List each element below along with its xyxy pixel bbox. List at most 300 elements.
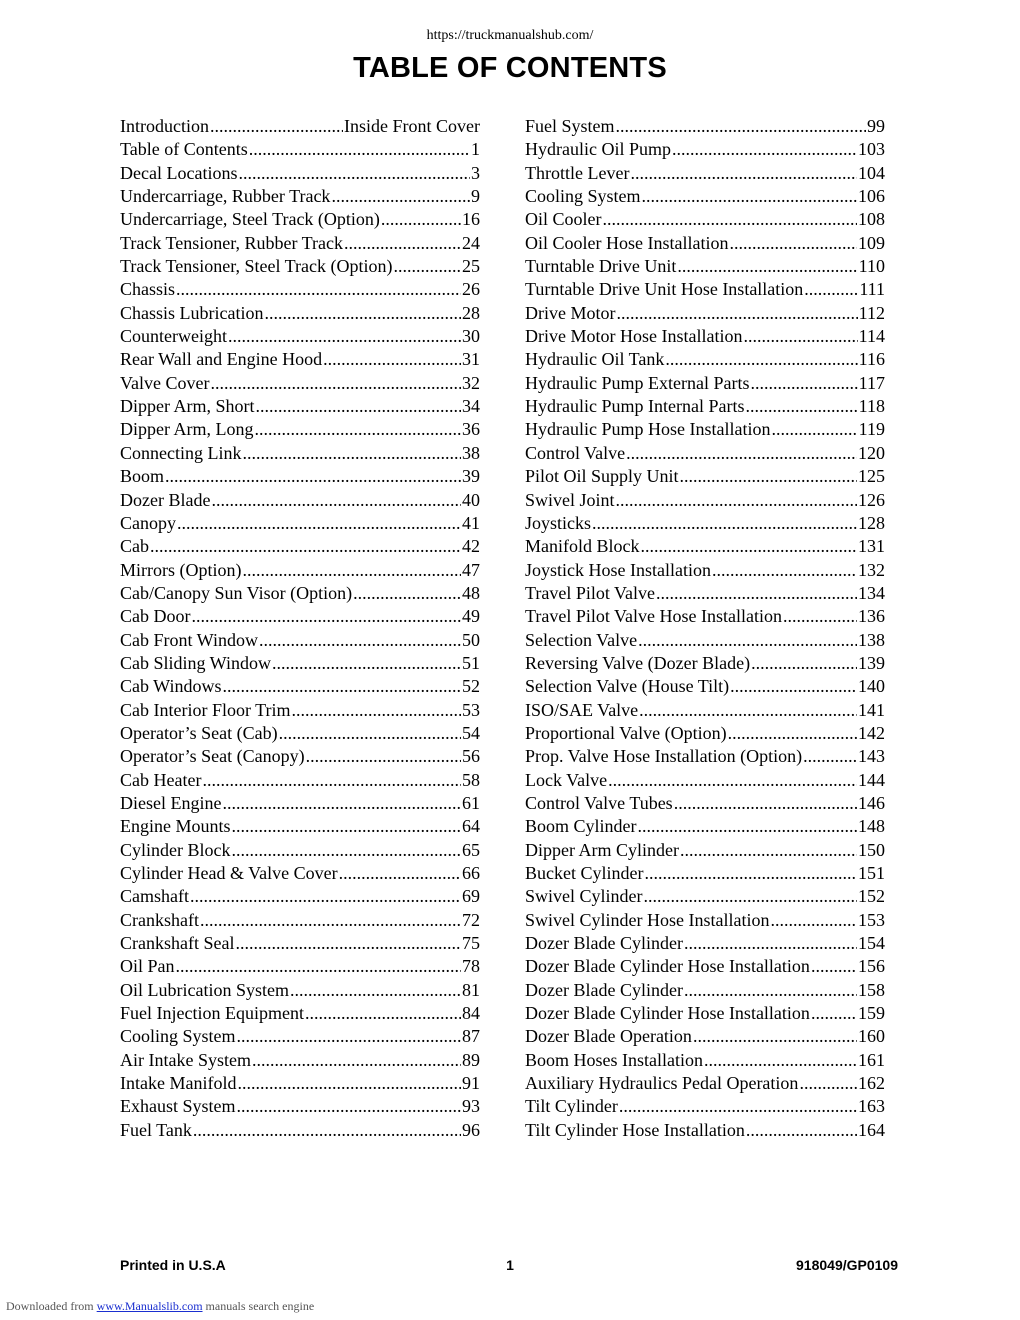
toc-entry-page: 64 xyxy=(462,816,480,837)
toc-entry xyxy=(525,1072,885,1095)
toc-entry-title: Table of Contents xyxy=(120,139,248,160)
toc-entry-title: Travel Pilot Valve Hose Installation xyxy=(525,606,782,627)
toc-entry-title: Cab xyxy=(120,536,149,557)
toc-dot-leader xyxy=(693,1025,857,1048)
toc-entry-page: 154 xyxy=(858,933,885,954)
toc-entry xyxy=(120,839,480,862)
toc-entry-page: 16 xyxy=(462,209,480,230)
toc-dot-leader xyxy=(680,465,857,488)
toc-dot-leader xyxy=(616,302,857,325)
toc-dot-leader xyxy=(292,699,461,722)
toc-entry-page: 72 xyxy=(462,909,480,930)
toc-entry xyxy=(120,699,480,722)
toc-entry-title: Operator’s Seat (Canopy) xyxy=(120,746,305,767)
toc-entry-page: 152 xyxy=(858,886,885,907)
toc-entry-page: 50 xyxy=(462,629,480,650)
toc-entry xyxy=(525,442,885,465)
toc-entry xyxy=(525,535,885,558)
toc-dot-leader xyxy=(728,722,857,745)
toc-entry-title: Joysticks xyxy=(525,512,592,533)
toc-entry-page: 61 xyxy=(462,792,480,813)
toc-dot-leader xyxy=(228,325,461,348)
toc-entry-title: Cylinder Block xyxy=(120,839,231,860)
toc-entry xyxy=(120,652,480,675)
toc-entry xyxy=(120,955,480,978)
toc-dot-leader xyxy=(770,909,857,932)
toc-entry-title: Dipper Arm, Short xyxy=(120,396,255,417)
toc-dot-leader xyxy=(256,395,462,418)
toc-dot-leader xyxy=(211,489,461,512)
toc-dot-leader xyxy=(249,138,470,161)
toc-entry-title: Mirrors (Option) xyxy=(120,559,242,580)
toc-entry-page: Inside Front Cover xyxy=(344,116,480,136)
toc-entry-title: Rear Wall and Engine Hood xyxy=(120,349,323,370)
toc-entry xyxy=(525,675,885,698)
toc-entry xyxy=(120,138,480,161)
toc-dot-leader xyxy=(642,185,857,208)
toc-entry-title: Fuel System xyxy=(525,116,615,136)
toc-entry-page: 26 xyxy=(462,279,480,300)
toc-entry-title: Dozer Blade Cylinder Hose Installation xyxy=(525,956,810,977)
toc-dot-leader xyxy=(222,675,461,698)
toc-entry-title: Track Tensioner, Steel Track (Option) xyxy=(120,256,393,277)
toc-entry-title: Joystick Hose Installation xyxy=(525,559,711,580)
toc-dot-leader xyxy=(639,699,857,722)
toc-entry-page: 126 xyxy=(858,489,885,510)
toc-entry-page: 141 xyxy=(858,699,885,720)
toc-entry-page: 93 xyxy=(462,1096,480,1117)
toc-entry-title: Dipper Arm, Long xyxy=(120,419,254,440)
toc-entry xyxy=(120,208,480,231)
toc-entry-page: 153 xyxy=(858,909,885,930)
toc-entry-page: 134 xyxy=(858,582,885,603)
toc-entry-title: Connecting Link xyxy=(120,442,242,463)
toc-entry xyxy=(120,1025,480,1048)
toc-entry-page: 32 xyxy=(462,372,480,393)
toc-entry-title: Swivel Cylinder xyxy=(525,886,643,907)
toc-dot-leader xyxy=(176,955,461,978)
toc-entry-page: 162 xyxy=(858,1073,885,1094)
toc-entry-title: Canopy xyxy=(120,512,176,533)
toc-dot-leader xyxy=(608,769,857,792)
toc-entry xyxy=(525,839,885,862)
toc-entry xyxy=(525,372,885,395)
toc-entry-title: Decal Locations xyxy=(120,162,238,183)
toc-entry-page: 156 xyxy=(858,956,885,977)
toc-entry-page: 139 xyxy=(858,652,885,673)
toc-entry-page: 52 xyxy=(462,676,480,697)
toc-dot-leader xyxy=(344,232,461,255)
toc-entry-page: 128 xyxy=(858,512,885,533)
toc-entry xyxy=(525,232,885,255)
toc-entry xyxy=(120,932,480,955)
toc-entry-page: 65 xyxy=(462,839,480,860)
toc-entry-page: 34 xyxy=(462,396,480,417)
toc-entry xyxy=(525,138,885,161)
toc-entry-page: 112 xyxy=(858,302,885,323)
toc-entry xyxy=(120,489,480,512)
page-title: TABLE OF CONTENTS xyxy=(353,52,667,84)
toc-dot-leader xyxy=(394,255,462,278)
toc-dot-leader xyxy=(222,792,461,815)
toc-dot-leader xyxy=(684,932,857,955)
toc-entry xyxy=(525,1049,885,1072)
toc-entry-page: 40 xyxy=(462,489,480,510)
toc-entry-page: 103 xyxy=(858,139,885,160)
toc-entry xyxy=(525,745,885,768)
toc-dot-leader xyxy=(803,745,857,768)
toc-entry xyxy=(525,979,885,1002)
toc-entry-title: Hydraulic Pump Hose Installation xyxy=(525,419,771,440)
toc-entry xyxy=(120,395,480,418)
toc-entry xyxy=(525,582,885,605)
toc-entry-page: 146 xyxy=(858,792,885,813)
toc-entry xyxy=(120,418,480,441)
toc-entry-page: 58 xyxy=(462,769,480,790)
toc-entry-page: 132 xyxy=(858,559,885,580)
toc-entry-title: Drive Motor xyxy=(525,302,616,323)
toc-dot-leader xyxy=(811,955,857,978)
toc-dot-leader xyxy=(237,1025,461,1048)
toc-dot-leader xyxy=(783,605,857,628)
toc-entry-title: Chassis xyxy=(120,279,176,300)
footer-page-number: 1 xyxy=(506,1257,514,1273)
toc-entry-page: 99 xyxy=(867,116,885,136)
toc-entry xyxy=(120,232,480,255)
toc-entry xyxy=(525,722,885,745)
toc-entry-title: Selection Valve (House Tilt) xyxy=(525,676,730,697)
toc-entry-page: 106 xyxy=(858,186,885,207)
toc-entry-title: Boom Cylinder xyxy=(525,816,637,837)
toc-entry xyxy=(120,115,480,138)
toc-entry-title: Crankshaft xyxy=(120,909,199,930)
toc-entry xyxy=(120,1049,480,1072)
toc-entry-title: Throttle Lever xyxy=(525,162,630,183)
toc-entry-title: Operator’s Seat (Cab) xyxy=(120,722,278,743)
toc-entry-title: Swivel Cylinder Hose Installation xyxy=(525,909,770,930)
toc-entry-page: 161 xyxy=(858,1049,885,1070)
toc-entry-title: Dipper Arm Cylinder xyxy=(525,839,679,860)
toc-entry-page: 164 xyxy=(858,1119,885,1140)
toc-entry-page: 163 xyxy=(858,1096,885,1117)
toc-dot-leader xyxy=(190,885,461,908)
toc-dot-leader xyxy=(200,909,461,932)
toc-dot-leader xyxy=(638,629,857,652)
toc-entry xyxy=(525,255,885,278)
toc-entry xyxy=(525,909,885,932)
toc-dot-leader xyxy=(192,605,462,628)
toc-entry-title: Drive Motor Hose Installation xyxy=(525,326,743,347)
toc-entry-title: Boom xyxy=(120,466,165,487)
toc-entry-title: Air Intake System xyxy=(120,1049,251,1070)
toc-entry-page: 117 xyxy=(858,372,885,393)
toc-entry xyxy=(525,1095,885,1118)
toc-entry xyxy=(525,629,885,652)
toc-entry-page: 144 xyxy=(858,769,885,790)
toc-entry xyxy=(120,302,480,325)
toc-entry xyxy=(120,675,480,698)
toc-entry-page: 25 xyxy=(462,256,480,277)
toc-dot-leader xyxy=(252,1049,461,1072)
toc-entry-title: Travel Pilot Valve xyxy=(525,582,656,603)
toc-entry xyxy=(525,489,885,512)
toc-entry xyxy=(525,885,885,908)
toc-entry-title: Manifold Block xyxy=(525,536,640,557)
toc-entry xyxy=(525,932,885,955)
toc-entry-page: 31 xyxy=(462,349,480,370)
toc-entry-title: Intake Manifold xyxy=(120,1073,237,1094)
toc-entry xyxy=(525,162,885,185)
toc-entry-page: 28 xyxy=(462,302,480,323)
toc-entry-page: 42 xyxy=(462,536,480,557)
toc-entry-page: 138 xyxy=(858,629,885,650)
toc-dot-leader xyxy=(644,862,857,885)
toc-entry-title: Engine Mounts xyxy=(120,816,231,837)
toc-entry-page: 81 xyxy=(462,979,480,1000)
toc-entry-title: Selection Valve xyxy=(525,629,638,650)
manualslib-link[interactable]: www.Manualslib.com xyxy=(96,1299,203,1313)
toc-entry-page: 9 xyxy=(471,186,480,207)
toc-dot-leader xyxy=(730,675,857,698)
toc-entry xyxy=(120,255,480,278)
toc-entry xyxy=(120,815,480,838)
toc-dot-leader xyxy=(242,559,461,582)
toc-entry-title: Cab/Canopy Sun Visor (Option) xyxy=(120,582,353,603)
toc-entry-title: Oil Cooler Hose Installation xyxy=(525,232,729,253)
toc-entry xyxy=(120,605,480,628)
toc-dot-leader xyxy=(232,815,462,838)
toc-entry-title: Undercarriage, Rubber Track xyxy=(120,186,331,207)
toc-entry-page: 120 xyxy=(858,442,885,463)
toc-entry-page: 116 xyxy=(858,349,885,370)
toc-dot-leader xyxy=(743,325,857,348)
toc-dot-leader xyxy=(242,442,461,465)
toc-entry xyxy=(525,955,885,978)
toc-entry-title: Track Tensioner, Rubber Track xyxy=(120,232,344,253)
source-url: https://truckmanualshub.com/ xyxy=(426,28,594,43)
toc-entry xyxy=(120,1072,480,1095)
toc-entry-title: Dozer Blade Cylinder Hose Installation xyxy=(525,1003,810,1024)
toc-dot-leader xyxy=(644,885,858,908)
toc-entry xyxy=(120,722,480,745)
toc-entry xyxy=(525,208,885,231)
toc-entry-page: 118 xyxy=(858,396,885,417)
toc-entry xyxy=(525,115,885,138)
toc-dot-leader xyxy=(150,535,461,558)
toc-entry-title: Cab Heater xyxy=(120,769,202,790)
toc-entry-page: 114 xyxy=(858,326,885,347)
toc-entry-page: 104 xyxy=(858,162,885,183)
toc-entry-title: Tilt Cylinder xyxy=(525,1096,618,1117)
toc-dot-leader xyxy=(684,979,857,1002)
footer-doc-code: 918049/GP0109 xyxy=(796,1257,898,1273)
toc-dot-leader xyxy=(202,769,461,792)
toc-entry-title: Cab Interior Floor Trim xyxy=(120,699,291,720)
toc-entry xyxy=(525,652,885,675)
toc-entry-title: Hydraulic Oil Pump xyxy=(525,139,671,160)
toc-entry-page: 89 xyxy=(462,1049,480,1070)
toc-entry-page: 151 xyxy=(858,863,885,883)
toc-entry-title: Cab Front Window xyxy=(120,629,258,650)
toc-entry-title: Fuel Injection Equipment xyxy=(120,1003,304,1024)
toc-entry-page: 158 xyxy=(858,979,885,1000)
toc-entry-page: 38 xyxy=(462,442,480,463)
toc-dot-leader xyxy=(745,395,857,418)
toc-left-column xyxy=(120,115,480,1142)
toc-entry xyxy=(120,792,480,815)
toc-entry-title: Counterweight xyxy=(120,326,227,347)
toc-entry-page: 39 xyxy=(462,466,480,487)
toc-entry-title: Swivel Joint xyxy=(525,489,615,510)
toc-dot-leader xyxy=(237,1072,461,1095)
toc-dot-leader xyxy=(771,418,857,441)
toc-entry-title: Turntable Drive Unit Hose Installation xyxy=(525,279,804,300)
toc-dot-leader xyxy=(746,1119,857,1142)
toc-dot-leader xyxy=(626,442,857,465)
toc-entry xyxy=(120,348,480,371)
toc-entry xyxy=(525,815,885,838)
toc-dot-leader xyxy=(290,979,461,1002)
toc-entry-title: Reversing Valve (Dozer Blade) xyxy=(525,652,751,673)
toc-entry xyxy=(525,1025,885,1048)
toc-entry-title: Diesel Engine xyxy=(120,792,222,813)
toc-entry-page: 69 xyxy=(462,886,480,907)
toc-entry-page: 148 xyxy=(858,816,885,837)
toc-dot-leader xyxy=(331,185,470,208)
toc-entry-title: Chassis Lubrication xyxy=(120,302,264,323)
toc-entry-page: 87 xyxy=(462,1026,480,1047)
toc-entry-page: 51 xyxy=(462,652,480,673)
toc-entry-title: Dozer Blade xyxy=(120,489,211,510)
toc-entry-page: 54 xyxy=(462,722,480,743)
toc-entry-page: 3 xyxy=(471,162,480,183)
toc-entry-page: 160 xyxy=(858,1026,885,1047)
toc-entry xyxy=(525,1119,885,1142)
toc-entry-title: Dozer Blade Cylinder xyxy=(525,979,683,1000)
toc-entry-title: Cab Door xyxy=(120,606,191,627)
toc-entry-page: 96 xyxy=(462,1119,480,1140)
toc-entry-page: 142 xyxy=(858,722,885,743)
toc-entry xyxy=(120,162,480,185)
toc-entry xyxy=(525,185,885,208)
toc-entry xyxy=(525,605,885,628)
toc-entry xyxy=(120,1095,480,1118)
download-note-prefix: Downloaded from xyxy=(6,1299,94,1313)
footer-printed: Printed in U.S.A xyxy=(120,1257,226,1273)
toc-entry-title: Turntable Drive Unit xyxy=(525,256,677,277)
toc-entry xyxy=(120,769,480,792)
toc-dot-leader xyxy=(232,839,462,862)
toc-entry-title: Prop. Valve Hose Installation (Option) xyxy=(525,746,803,767)
toc-entry-page: 56 xyxy=(462,746,480,767)
toc-entry-page: 136 xyxy=(858,606,885,627)
toc-dot-leader xyxy=(641,535,858,558)
toc-entry-page: 150 xyxy=(858,839,885,860)
toc-dot-leader xyxy=(235,932,461,955)
toc-entry-page: 24 xyxy=(462,232,480,253)
toc-entry-title: Dozer Blade Operation xyxy=(525,1026,692,1047)
toc-dot-leader xyxy=(677,255,857,278)
toc-entry-page: 41 xyxy=(462,512,480,533)
toc-entry xyxy=(120,1119,480,1142)
toc-entry xyxy=(120,745,480,768)
toc-dot-leader xyxy=(193,1119,461,1142)
toc-entry-title: Cylinder Head & Valve Cover xyxy=(120,863,338,883)
toc-entry-title: Oil Cooler xyxy=(525,209,602,230)
toc-entry xyxy=(525,325,885,348)
toc-entry-title: Control Valve xyxy=(525,442,626,463)
toc-dot-leader xyxy=(238,162,470,185)
toc-entry-title: Bucket Cylinder xyxy=(525,863,644,883)
toc-entry-page: 125 xyxy=(858,466,885,487)
toc-entry xyxy=(120,885,480,908)
toc-dot-leader xyxy=(259,629,461,652)
toc-entry xyxy=(525,512,885,535)
toc-dot-leader xyxy=(680,839,857,862)
toc-entry-title: Tilt Cylinder Hose Installation xyxy=(525,1119,745,1140)
toc-entry xyxy=(120,185,480,208)
toc-dot-leader xyxy=(616,489,857,512)
toc-entry xyxy=(120,862,480,885)
toc-entry-title: Pilot Oil Supply Unit xyxy=(525,466,679,487)
toc-dot-leader xyxy=(339,862,461,885)
toc-entry-title: Crankshaft Seal xyxy=(120,933,235,954)
toc-entry-page: 91 xyxy=(462,1073,480,1094)
toc-entry-page: 30 xyxy=(462,326,480,347)
toc-entry-title: Boom Hoses Installation xyxy=(525,1049,703,1070)
toc-entry-page: 119 xyxy=(858,419,885,440)
toc-entry-page: 78 xyxy=(462,956,480,977)
toc-entry-page: 111 xyxy=(859,279,885,300)
toc-dot-leader xyxy=(279,722,461,745)
toc-entry xyxy=(525,1002,885,1025)
toc-entry xyxy=(120,909,480,932)
toc-entry xyxy=(525,465,885,488)
toc-entry xyxy=(120,465,480,488)
toc-entry-title: Valve Cover xyxy=(120,372,210,393)
toc-dot-leader xyxy=(264,302,461,325)
toc-dot-leader xyxy=(799,1072,857,1095)
toc-entry-title: Dozer Blade Cylinder xyxy=(525,933,683,954)
toc-dot-leader xyxy=(177,512,461,535)
toc-entry-title: Hydraulic Pump Internal Parts xyxy=(525,396,745,417)
toc-entry-title: Hydraulic Pump External Parts xyxy=(525,372,750,393)
toc-dot-leader xyxy=(603,208,858,231)
toc-entry xyxy=(525,699,885,722)
toc-entry-title: Cooling System xyxy=(525,186,641,207)
toc-dot-leader xyxy=(619,1095,857,1118)
toc-dot-leader xyxy=(665,348,857,371)
toc-right-column xyxy=(525,115,885,1142)
toc-entry-title: Fuel Tank xyxy=(120,1119,192,1140)
toc-entry xyxy=(120,629,480,652)
toc-entry xyxy=(120,278,480,301)
toc-dot-leader xyxy=(656,582,857,605)
toc-entry-title: Proportional Valve (Option) xyxy=(525,722,727,743)
toc-dot-leader xyxy=(811,1002,857,1025)
toc-entry xyxy=(525,559,885,582)
toc-entry-page: 109 xyxy=(858,232,885,253)
toc-dot-leader xyxy=(237,1095,462,1118)
toc-entry xyxy=(525,769,885,792)
toc-dot-leader xyxy=(674,792,857,815)
toc-dot-leader xyxy=(254,418,461,441)
toc-entry-title: Introduction xyxy=(120,116,209,136)
toc-entry xyxy=(525,302,885,325)
toc-entry-page: 1 xyxy=(471,139,480,160)
toc-entry-page: 53 xyxy=(462,699,480,720)
toc-entry xyxy=(525,418,885,441)
